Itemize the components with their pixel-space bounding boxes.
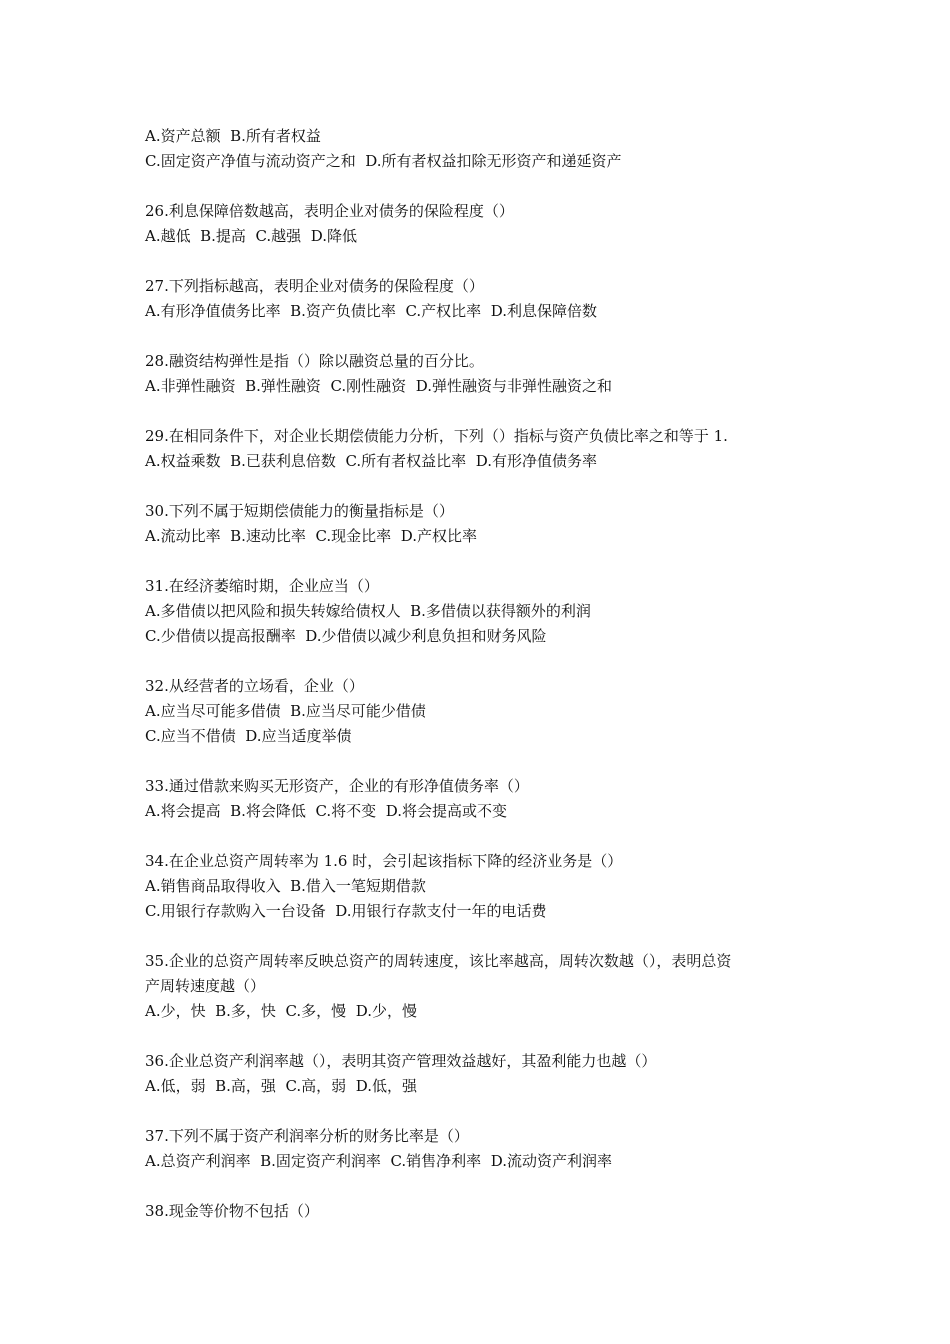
- question-line: C.用银行存款购入一台设备 D.用银行存款支付一年的电话费: [145, 902, 547, 920]
- question-text: 31.在经济萎缩时期，企业应当（）: [145, 577, 379, 595]
- document-page: [145, 124, 825, 1249]
- question-text: 35.企业的总资产周转率反映总资产的周转速度，该比率越高，周转次数越（），表明总资: [145, 952, 732, 970]
- question-block: [145, 574, 825, 649]
- question-block: [145, 274, 825, 324]
- question-block: [145, 674, 825, 749]
- question-block: [145, 349, 825, 399]
- question-block: [145, 1049, 825, 1099]
- question-text: 36.企业总资产利润率越（），表明其资产管理效益越好，其盈利能力也越（）: [145, 1052, 657, 1070]
- question-line: A.资产总额 B.所有者权益: [145, 127, 321, 145]
- question-line: A.有形净值债务比率 B.资产负债比率 C.产权比率 D.利息保障倍数: [145, 302, 597, 320]
- question-line: A.权益乘数 B.已获利息倍数 C.所有者权益比率 D.有形净值债务率: [145, 452, 597, 470]
- question-line: A.多借债以把风险和损失转嫁给债权人 B.多借债以获得额外的利润: [145, 602, 591, 620]
- question-block: [145, 499, 825, 549]
- question-text: 33.通过借款来购买无形资产，企业的有形净值债务率（）: [145, 777, 529, 795]
- question-line: C.少借债以提高报酬率 D.少借债以减少利息负担和财务风险: [145, 627, 547, 645]
- question-line: A.越低 B.提高 C.越强 D.降低: [145, 227, 357, 245]
- question-line: C.固定资产净值与流动资产之和 D.所有者权益扣除无形资产和递延资产: [145, 152, 622, 170]
- question-line: A.应当尽可能多借债 B.应当尽可能少借债: [145, 702, 426, 720]
- question-text: 30.下列不属于短期偿债能力的衡量指标是（）: [145, 502, 454, 520]
- question-line: A.总资产利润率 B.固定资产利润率 C.销售净利率 D.流动资产利润率: [145, 1152, 612, 1170]
- question-text: 29.在相同条件下，对企业长期偿债能力分析，下列（）指标与资产负债比率之和等于 1.: [145, 427, 728, 445]
- question-block: [145, 774, 825, 824]
- question-line: C.应当不借债 D.应当适度举债: [145, 727, 352, 745]
- question-block: [145, 424, 825, 474]
- question-text: 38.现金等价物不包括（）: [145, 1202, 319, 1220]
- question-line: A.将会提高 B.将会降低 C.将不变 D.将会提高或不变: [145, 802, 507, 820]
- question-line: A.少，快 B.多，快 C.多，慢 D.少，慢: [145, 1002, 417, 1020]
- question-line: A.流动比率 B.速动比率 C.现金比率 D.产权比率: [145, 527, 477, 545]
- question-block: [145, 849, 825, 924]
- question-line: 产周转速度越（）: [145, 977, 266, 995]
- question-block: [145, 949, 825, 1024]
- question-block: [145, 1199, 825, 1224]
- question-block: [145, 199, 825, 249]
- question-text: 34.在企业总资产周转率为 1.6 时，会引起该指标下降的经济业务是（）: [145, 852, 623, 870]
- question-text: 28.融资结构弹性是指（）除以融资总量的百分比。: [145, 352, 484, 370]
- question-options-continued: [145, 124, 825, 174]
- question-text: 37.下列不属于资产利润率分析的财务比率是（）: [145, 1127, 469, 1145]
- question-line: A.低，弱 B.高，强 C.高，弱 D.低，强: [145, 1077, 417, 1095]
- question-text: 26.利息保障倍数越高，表明企业对债务的保险程度（）: [145, 202, 514, 220]
- question-line: A.非弹性融资 B.弹性融资 C.刚性融资 D.弹性融资与非弹性融资之和: [145, 377, 612, 395]
- question-text: 32.从经营者的立场看，企业（）: [145, 677, 364, 695]
- question-block: [145, 1124, 825, 1174]
- question-text: 27.下列指标越高，表明企业对债务的保险程度（）: [145, 277, 484, 295]
- question-line: A.销售商品取得收入 B.借入一笔短期借款: [145, 877, 426, 895]
